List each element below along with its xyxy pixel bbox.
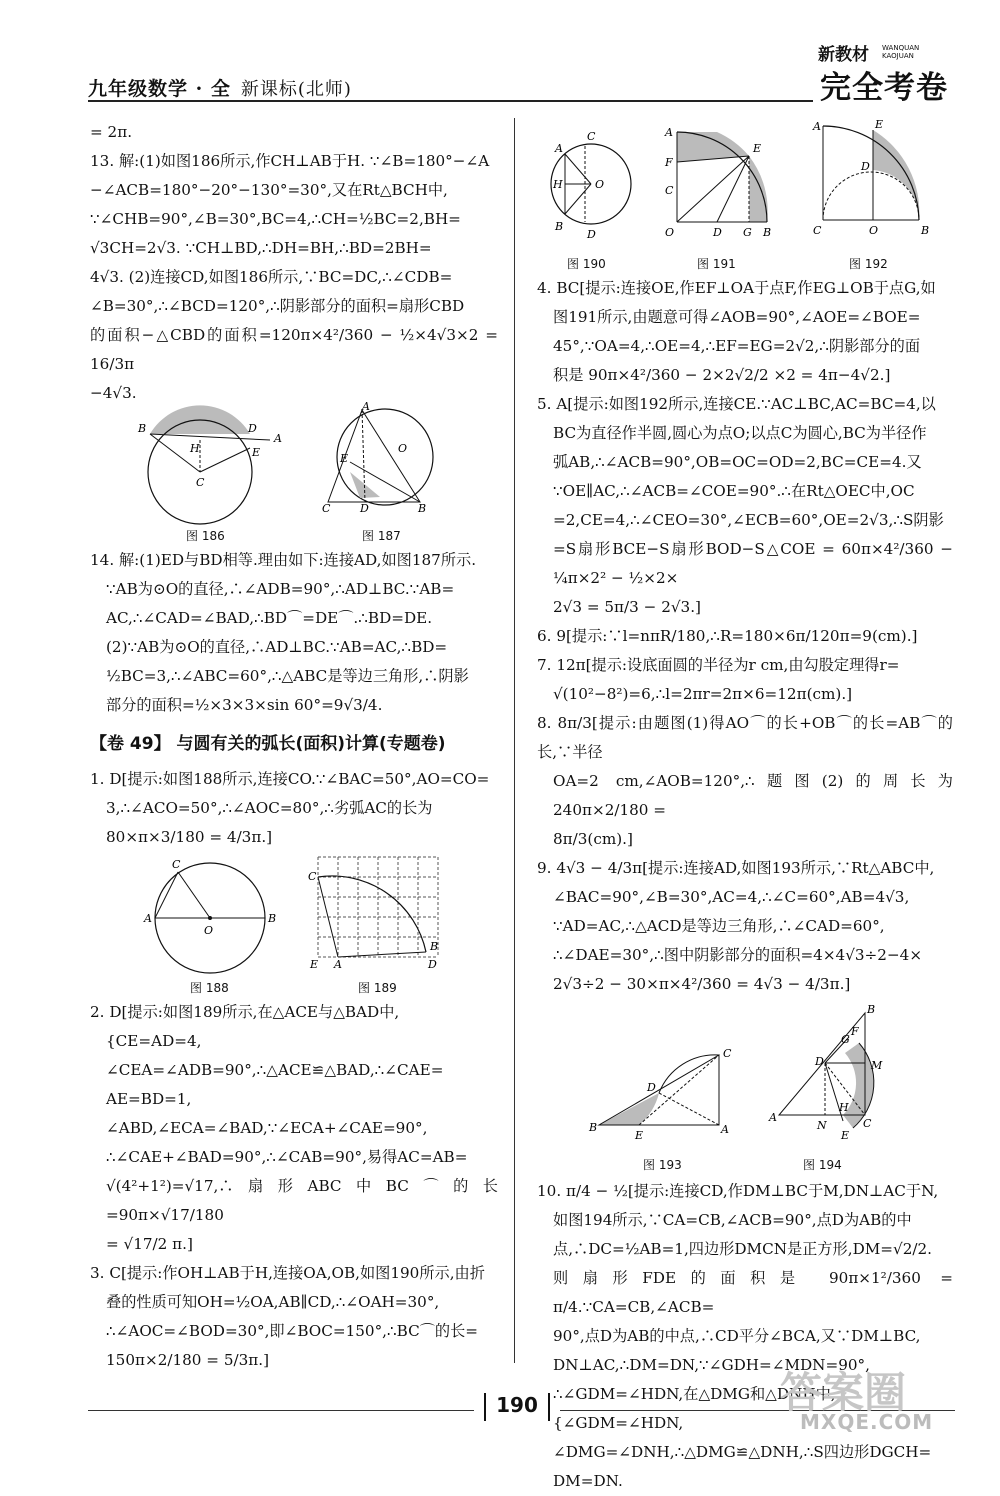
svg-text:D: D <box>248 422 257 435</box>
caption-186: 图 186 <box>186 529 225 543</box>
figure-190-diagram <box>543 126 643 246</box>
svg-text:B: B <box>921 224 930 237</box>
svg-text:E: E <box>753 142 762 155</box>
answer-5: 5. A[提示:如图192所示,连接CE.∵AC⊥BC,AC=BC=4,以 BC为直径作半圆,圆心为点O;以点C为圆心,BC为半径作 弧AB,∴∠ACB=90°,OB=OC=OD=2,BC=CE=4.又 ∵OE∥AC,∴∠ACB=∠COE=90°.∴在Rt△OEC中,OC =2,CE=4,∴∠CEO=30°,∠ECB=60°,OE=2√3,∴S阴影 =S扇形BCE−S扇形BOD−S△COE = 60π×4²/360 − ¼π×2² − ½×2× 2√3 = 5π/3 − 2√3.] <box>537 395 953 616</box>
svg-text:O: O <box>869 224 879 237</box>
figure-189-diagram <box>308 852 448 970</box>
svg-text:C: C <box>863 1117 872 1130</box>
svg-text:B: B <box>555 220 564 233</box>
brand-logo <box>818 40 958 104</box>
svg-text:E: E <box>310 958 319 971</box>
svg-text:A: A <box>721 1123 729 1136</box>
svg-text:E: E <box>841 1129 850 1142</box>
figure-193-diagram <box>589 1047 739 1147</box>
header-rule <box>88 100 813 102</box>
svg-text:C: C <box>723 1047 732 1060</box>
svg-text:C: C <box>322 502 331 515</box>
caption-189: 图 189 <box>358 981 397 995</box>
svg-text:E: E <box>252 446 261 459</box>
answer-6: 6. 9[提示:∵l=nπR/180,∴R=180×6π/120π=9(cm).] <box>537 627 918 645</box>
figure-186-diagram <box>130 412 280 517</box>
svg-text:D: D <box>713 226 722 239</box>
svg-text:C: C <box>172 858 181 871</box>
svg-text:G: G <box>743 226 752 239</box>
figure-191-diagram <box>657 122 777 246</box>
caption-193: 图 193 <box>643 1158 682 1172</box>
svg-text:A: A <box>813 120 821 133</box>
answer-14: 14. 解:(1)ED与BD相等.理由如下:连接AD,如图187所示. ∵AB为⊙O的直径,∴∠ADB=90°,∴AD⊥BC.∵AB= AC,∴∠CAD=∠BAD,∴BD⌒=DE⌒.∴BD=DE. (2)∵AB为⊙O的直径,∴AD⊥BC.∵AB=AC,∴BD= ½BC=3,∴∠ABC=60°,∴△ABC是等边三角形,∴阴影 部分的面积=½×3×3×sin 60°=9√3/4. <box>90 551 477 714</box>
caption-190: 图 190 <box>567 257 606 271</box>
svg-text:A: A <box>274 432 282 445</box>
svg-text:C: C <box>308 870 317 883</box>
figure-193-194 <box>537 1003 953 1171</box>
svg-text:B: B <box>418 502 427 515</box>
svg-text:B: B <box>763 226 772 239</box>
figure-190-192 <box>537 118 953 271</box>
answer-10: 10. π/4 − ½[提示:连接CD,作DM⊥BC于M,DN⊥AC于N, 如图194所示,∵CA=CB,∠ACB=90°,点D为AB的中 点,∴DC=½AB=1,四边形DMCN是正方形,DM=√2/2. 则扇形FDE的面积是 90π×1²/360 = π/4.∵CA=CB,∠ACB= 90°,点D为AB的中点,∴CD平分∠BCA,又∵DM⊥BC, DN⊥AC,∴DM=DN,∵∠GDH=∠MDN=90°, ∴∠GDM=∠HDN,在△DMG和△DNH中, {∠GDM=∠HDN, ∠DMG=∠DNH,∴△DMG≌△DNH,∴S四边形DGCH= DM=DN. <box>537 1182 953 1490</box>
svg-text:A: A <box>334 958 342 971</box>
logo-big-text: 完全考卷 <box>820 70 948 106</box>
header-subtitle: 新课标(北师) <box>240 79 352 100</box>
svg-text:C: C <box>196 476 205 489</box>
svg-text:B: B <box>430 940 439 953</box>
caption-191: 图 191 <box>697 257 736 271</box>
svg-text:D: D <box>360 502 369 515</box>
figure-192-diagram <box>805 116 945 246</box>
section-title: 【卷 49】 与圆有关的弧长(面积)计算(专题卷) <box>90 734 446 754</box>
page-number: 190 <box>484 1393 550 1417</box>
svg-text:B: B <box>589 1121 598 1134</box>
svg-text:A: A <box>144 912 152 925</box>
svg-text:N: N <box>817 1119 827 1132</box>
figure-188-diagram <box>140 856 280 971</box>
svg-text:A: A <box>665 126 673 139</box>
left-column <box>90 118 498 1375</box>
header-title: 九年级数学 · 全 <box>88 78 231 100</box>
logo-small-text: 新教材 <box>818 45 869 65</box>
answer-4: 4. BC[提示:连接OE,作EF⊥OA于点F,作EG⊥OB于点G,如 图191所示,由题意可得∠AOB=90°,∠AOE=∠BOE= 45°,∵OA=4,∴OE=4,∴EF=EG=2√2,∴阴影部分的面 积是 90π×4²/360 − 2×2√2/2 ×2 = 4π−4√2.] <box>537 279 936 384</box>
svg-text:F: F <box>851 1025 859 1038</box>
right-column <box>537 118 953 1496</box>
answer-7: 7. 12π[提示:设底面圆的半径为r cm,由勾股定理得r= √(10²−8²)=6,∴l=2πr=2π×6=12π(cm).] <box>537 656 900 703</box>
watermark-logo: 答案圈 <box>780 1368 907 1417</box>
svg-text:F: F <box>665 156 673 169</box>
svg-text:B: B <box>867 1003 876 1016</box>
column-divider <box>514 118 515 1363</box>
svg-text:D: D <box>861 160 870 173</box>
answer-8: 8. 8π/3[提示:由题图(1)得AO⌒的长+OB⌒的长=AB⌒的长,∵半径 OA=2 cm,∠AOB=120°,∴题图(2)的周长为 240π×2/180 = 8π/3(cm).] <box>537 714 953 848</box>
caption-192: 图 192 <box>849 257 888 271</box>
answer-9: 9. 4√3 − 4/3π[提示:连接AD,如图193所示,∵Rt△ABC中, ∠BAC=90°,∠B=30°,AC=4,∴∠C=60°,AB=4√3, ∵AD=AC,∴△ACD是等边三角形,∴∠CAD=60°, ∴∠DAE=30°,∴图中阴影部分的面积=4×4√3÷2−4× 2√3÷2 − 30×π×4²/360 = 4√3 − 4/3π.] <box>537 859 935 993</box>
answer-2: 2. D[提示:如图189所示,在△ACE与△BAD中, {CE=AD=4, ∠CEA=∠ADB=90°,∴△ACE≌△BAD,∴∠CAE= AE=BD=1, ∠ABD,∠ECA=∠BAD,∵∠ECA+∠CAE=90°, ∴∠CAE+∠BAD=90°,∴∠CAB=90°,易得AC=AB= √(4²+1²)=√17,∴扇形ABC中BC⌒的长=90π×√17/180 = √17/2 π.] <box>90 1003 498 1253</box>
svg-text:D: D <box>587 228 596 241</box>
svg-text:E: E <box>635 1129 644 1142</box>
svg-text:M: M <box>871 1059 883 1072</box>
svg-text:O: O <box>665 226 675 239</box>
svg-text:H: H <box>839 1101 849 1114</box>
svg-text:H: H <box>553 178 563 191</box>
watermark-url: MXQE.COM <box>800 1410 934 1434</box>
svg-text:H: H <box>190 442 200 455</box>
svg-text:C: C <box>665 184 674 197</box>
svg-text:O: O <box>204 924 214 937</box>
caption-187: 图 187 <box>362 529 401 543</box>
svg-text:B: B <box>138 422 147 435</box>
figure-188-189 <box>90 856 498 995</box>
figure-186-187 <box>90 400 498 543</box>
svg-text:A: A <box>769 1111 777 1124</box>
svg-text:B: B <box>268 912 277 925</box>
svg-text:D: D <box>428 958 437 971</box>
svg-text:E: E <box>340 452 349 465</box>
svg-text:O: O <box>595 178 605 191</box>
svg-text:C: C <box>587 130 596 143</box>
footer-rule-left <box>88 1410 474 1411</box>
svg-text:A: A <box>555 142 563 155</box>
svg-text:D: D <box>815 1055 824 1068</box>
figure-194-diagram <box>765 1003 905 1153</box>
answer-3: 3. C[提示:作OH⊥AB于H,连接OA,OB,如图190所示,由折 叠的性质可知OH=½OA,AB∥CD,∴∠OAH=30°, ∴∠AOC=∠BOD=30°,即∠BOC=150°,∴BC⌒的长= 150π×2/180 = 5/3π.] <box>90 1264 485 1369</box>
page-header <box>88 74 352 101</box>
svg-text:C: C <box>813 224 822 237</box>
figure-187-diagram <box>320 402 450 514</box>
svg-text:D: D <box>647 1081 656 1094</box>
svg-text:G: G <box>841 1033 850 1046</box>
logo-english: WANQUAN KAOJUAN <box>882 44 920 60</box>
caption-188: 图 188 <box>190 981 229 995</box>
svg-text:E: E <box>875 118 884 131</box>
svg-text:A: A <box>362 400 370 413</box>
caption-194: 图 194 <box>803 1158 842 1172</box>
answer-13: 13. 解:(1)如图186所示,作CH⊥AB于H. ∵∠B=180°−∠A −∠ACB=180°−20°−130°=30°,又在Rt△BCH中, ∵∠CHB=90°,∠B=30°,BC=4,∴CH=½BC=2,BH= √3CH=2√3. ∵CH⊥BD,∴DH=BH,∴BD=2BH= 4√3. (2)连接CD,如图186所示,∵BC=DC,∴∠CDB= ∠B=30°,∴∠BCD=120°,∴阴影部分的面积=扇形CBD 的面积−△CBD的面积=120π×4²/360 − ½×4√3×2 = 16/3π −4√3. <box>90 152 498 402</box>
answer-1: 1. D[提示:如图188所示,连接CO.∵∠BAC=50°,AO=CO= 3,∴∠ACO=50°,∴∠AOC=80°,∴劣弧AC的长为 80×π×3/180 = 4/3π.] <box>90 770 490 846</box>
svg-text:O: O <box>398 442 408 455</box>
answer-line: = 2π. <box>90 123 133 141</box>
